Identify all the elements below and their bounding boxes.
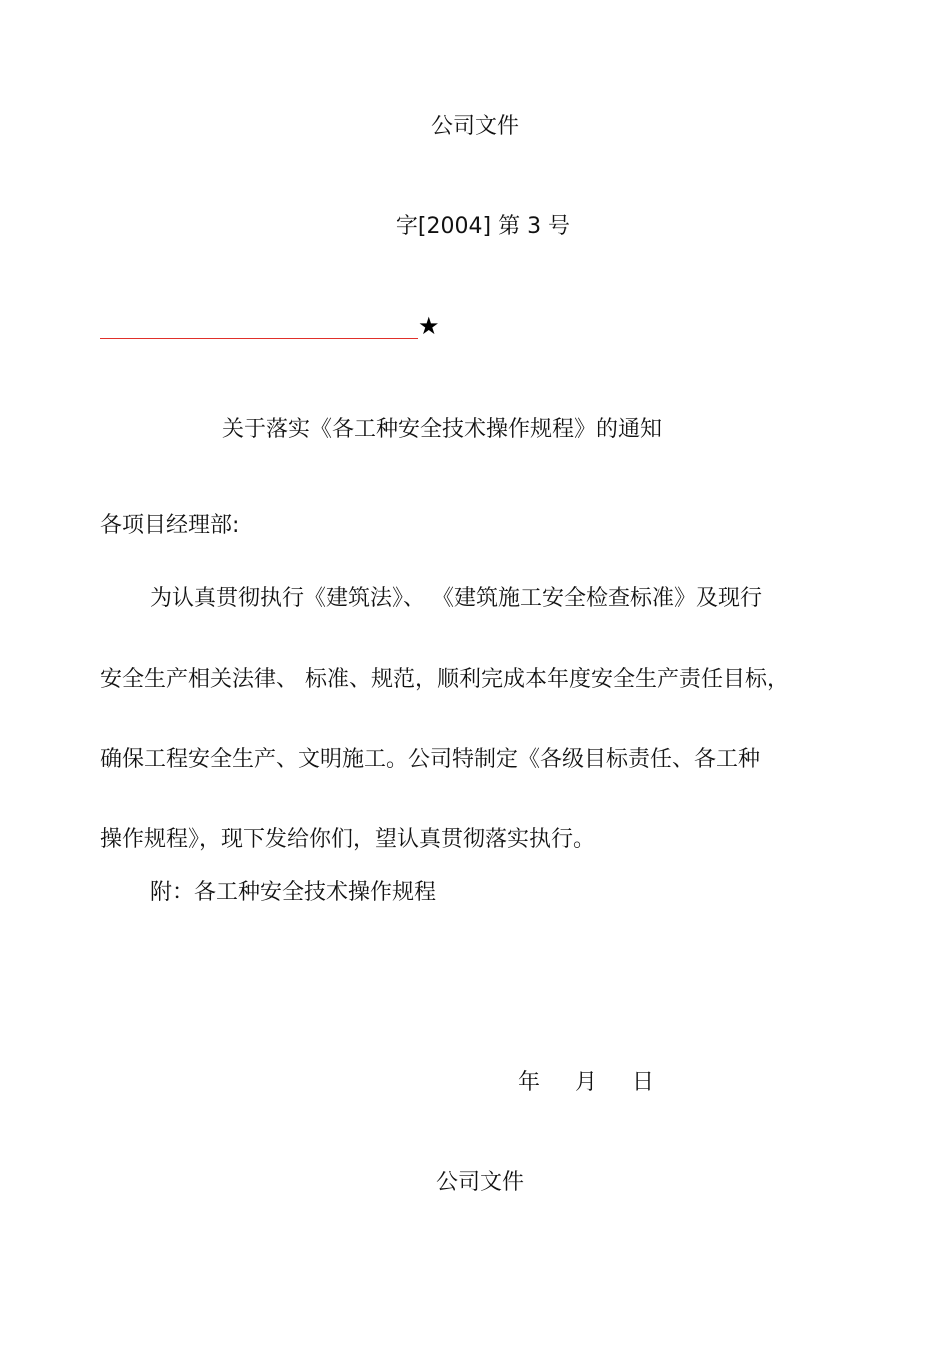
company-document-footer: 公司文件 <box>435 1170 524 1195</box>
red-divider-line <box>100 338 418 339</box>
salutation: 各项目经理部: <box>100 513 240 538</box>
star-icon: ★ <box>418 312 440 340</box>
date-day: 日 <box>632 1070 655 1095</box>
body-line-2: 安全生产相关法律、 标准、规范，顺利完成本年度安全生产责任目标， <box>100 667 789 692</box>
company-document-header: 公司文件 <box>430 114 519 139</box>
body-line-4: 操作规程》，现下发给你们，望认真贯彻落实执行。 <box>100 827 596 852</box>
date-year: 年 <box>518 1070 541 1095</box>
body-line-1: 为认真贯彻执行《建筑法》、 《建筑施工安全检查标准》及现行 <box>150 586 762 611</box>
date-line <box>518 1069 654 1097</box>
date-month: 月 <box>575 1070 598 1095</box>
notice-title: 关于落实《各工种安全技术操作规程》的通知 <box>222 417 663 442</box>
document-number: 字[2004] 第 3 号 <box>395 214 571 239</box>
attachment-line: 附：各工种安全技术操作规程 <box>150 880 437 905</box>
body-line-3: 确保工程安全生产、文明施工。公司特制定《各级目标责任、各工种 <box>100 747 761 772</box>
